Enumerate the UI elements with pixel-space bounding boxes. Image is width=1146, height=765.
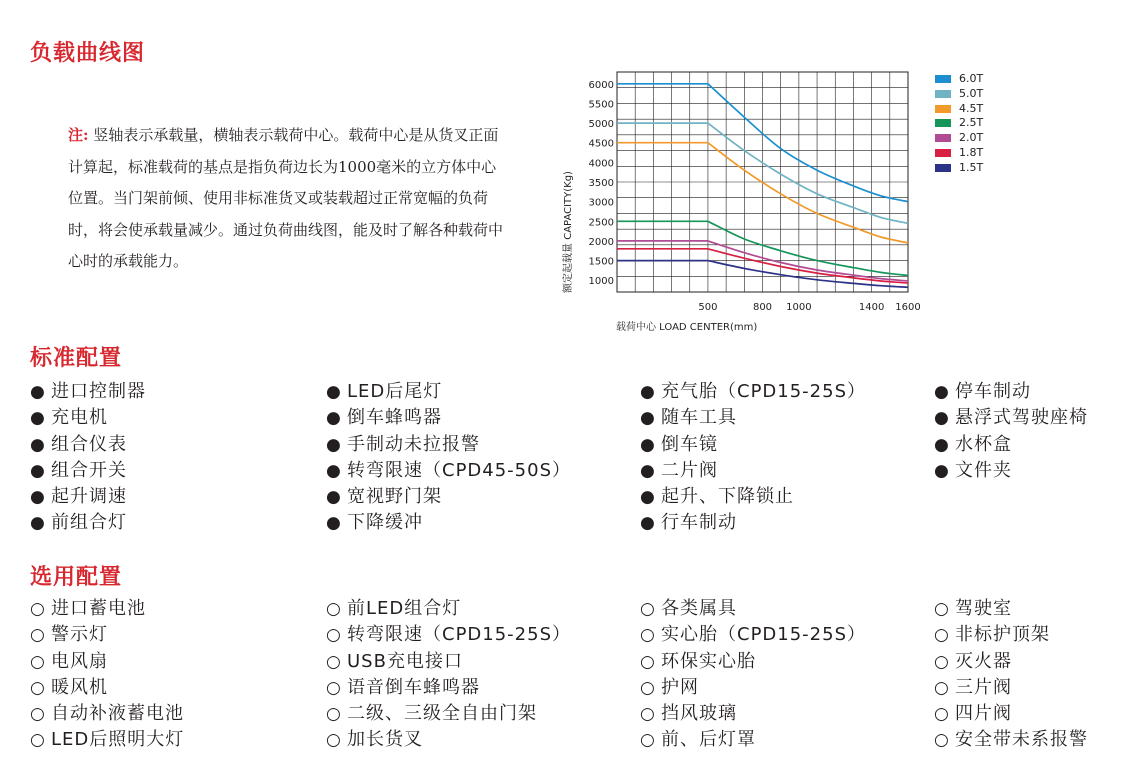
bullet-icon: ● [326, 382, 342, 402]
standard-config-item [326, 379, 571, 405]
standard-config-item-label: 下降缓冲 [347, 512, 423, 534]
optional-config-item [934, 596, 1088, 622]
optional-config-item [30, 596, 184, 622]
optional-config-item [934, 622, 1088, 648]
optional-config-col-4 [934, 596, 1088, 754]
optional-config-item-label: 环保实心胎 [661, 650, 756, 672]
standard-config-item-label: 悬浮式驾驶座椅 [955, 407, 1088, 429]
optional-config-col-2 [326, 596, 571, 754]
optional-config-item [640, 727, 866, 753]
y-tick-label: 1500 [588, 256, 614, 268]
y-tick-label: 4000 [588, 158, 614, 170]
bullet-icon: ○ [326, 677, 342, 698]
optional-config-item [326, 675, 571, 701]
bullet-icon: ○ [326, 599, 342, 619]
y-tick-label: 1000 [588, 276, 614, 288]
optional-config-item [326, 727, 571, 753]
optional-config-item [640, 701, 866, 727]
y-tick-label: 3000 [588, 197, 614, 209]
legend-entry [935, 102, 983, 117]
x-tick-label: 800 [752, 302, 773, 313]
optional-config-item [640, 596, 866, 622]
bullet-icon: ● [326, 460, 342, 481]
bullet-icon: ● [30, 408, 46, 429]
optional-config-item [30, 701, 184, 727]
standard-config-item-label: 进口控制器 [51, 381, 146, 402]
bullet-icon: ○ [934, 651, 950, 672]
x-tick-label: 500 [698, 302, 718, 313]
optional-config-item [30, 649, 184, 675]
standard-config-item-label: 倒车镜 [661, 433, 718, 455]
standard-config-item-label: 水杯盒 [955, 433, 1012, 455]
optional-config-item [934, 701, 1088, 727]
legend-label: 2.5T [959, 116, 984, 130]
y-tick-label: 2500 [588, 217, 614, 229]
bullet-icon: ○ [640, 730, 656, 751]
standard-config-item [326, 510, 571, 536]
bullet-icon: ○ [934, 625, 950, 646]
optional-config-item-label: 挡风玻璃 [661, 703, 737, 725]
standard-config-item [640, 405, 866, 431]
bullet-icon: ○ [326, 704, 342, 725]
optional-config-item-label: USB充电接口 [347, 650, 463, 672]
legend-entry [935, 72, 983, 87]
legend-entry [935, 161, 983, 176]
bullet-icon: ● [640, 408, 656, 429]
optional-config-item-label: 进口蓄电池 [51, 598, 146, 619]
bullet-icon: ○ [30, 677, 46, 698]
load-curve-chart [560, 64, 932, 340]
legend-label: 1.5T [959, 160, 984, 174]
standard-config-title: 标准配置 [30, 346, 123, 371]
x-axis-label: 载荷中心 LOAD CENTER(mm) [616, 322, 758, 333]
legend-swatch [935, 164, 951, 172]
bullet-icon: ● [934, 434, 950, 455]
standard-config-item [326, 484, 571, 510]
bullet-icon: ○ [30, 730, 46, 751]
load-curve-note [68, 120, 508, 278]
standard-config-item-label: 组合开关 [51, 459, 127, 481]
legend-swatch [935, 134, 951, 142]
optional-config-item-label: 四片阀 [955, 703, 1012, 725]
standard-config-item [30, 458, 146, 484]
bullet-icon: ○ [934, 677, 950, 698]
standard-config-item-label: 前组合灯 [51, 512, 127, 534]
standard-config-item [30, 510, 146, 536]
optional-config-item [326, 622, 571, 648]
note-label: 注: [68, 126, 89, 144]
standard-config-col-1 [30, 379, 146, 537]
optional-config-item [30, 675, 184, 701]
standard-config-item-label: 起升、下降锁止 [661, 486, 794, 508]
optional-config-item [30, 622, 184, 648]
optional-config-item-label: 前、后灯罩 [661, 729, 756, 751]
y-tick-label: 2000 [588, 236, 614, 248]
standard-config-item-label: 转弯限速（CPD45-50S） [347, 459, 572, 481]
legend-label: 6.0T [959, 72, 984, 85]
standard-config-item-label: 组合仪表 [51, 433, 127, 455]
bullet-icon: ○ [640, 625, 656, 646]
legend-swatch [935, 90, 951, 98]
load-curve-title: 负载曲线图 [30, 41, 146, 66]
legend-entry [935, 87, 983, 102]
x-tick-label: 1400 [858, 302, 885, 313]
optional-config-col-1 [30, 596, 184, 754]
standard-config-item-label: 充电机 [51, 407, 108, 429]
bullet-icon: ● [934, 460, 950, 481]
y-tick-label: 5500 [588, 99, 614, 111]
legend-swatch [935, 149, 951, 157]
bullet-icon: ● [640, 487, 656, 508]
optional-config-item-label: 加长货叉 [347, 729, 423, 751]
bullet-icon: ● [640, 434, 656, 455]
standard-config-item [326, 405, 571, 431]
standard-config-col-4 [934, 379, 1088, 484]
standard-config-item [640, 510, 866, 536]
standard-config-item-label: LED后尾灯 [347, 381, 443, 402]
standard-config-col-3 [640, 379, 866, 537]
standard-config-item-label: 宽视野门架 [347, 486, 442, 508]
y-tick-label: 4500 [588, 138, 614, 150]
x-tick-label: 1600 [895, 302, 921, 313]
optional-config-item [326, 649, 571, 675]
optional-config-item [640, 675, 866, 701]
optional-config-item-label: 非标护顶架 [955, 624, 1050, 646]
bullet-icon: ○ [640, 677, 656, 698]
optional-config-item [640, 622, 866, 648]
standard-config-item [30, 379, 146, 405]
optional-config-item-label: 前LED组合灯 [347, 598, 462, 619]
bullet-icon: ○ [30, 704, 46, 725]
optional-config-item-label: 电风扇 [51, 650, 108, 672]
standard-config-item [934, 405, 1088, 431]
standard-config-item-label: 手制动未拉报警 [347, 433, 480, 455]
optional-config-item-label: 护网 [661, 676, 699, 698]
x-tick-label: 1000 [786, 302, 812, 313]
bullet-icon: ● [30, 513, 46, 534]
optional-config-item-label: 警示灯 [51, 624, 108, 646]
optional-config-item [934, 649, 1088, 675]
standard-config-item [30, 432, 146, 458]
optional-config-item-label: 转弯限速（CPD15-25S） [347, 624, 572, 646]
bullet-icon: ● [30, 382, 46, 402]
y-tick-label: 6000 [588, 79, 614, 91]
bullet-icon: ○ [934, 730, 950, 751]
standard-config-item-label: 二片阀 [661, 459, 718, 481]
standard-config-item [640, 432, 866, 458]
bullet-icon: ○ [30, 651, 46, 672]
bullet-icon: ○ [640, 651, 656, 672]
bullet-icon: ● [326, 434, 342, 455]
standard-config-item-label: 倒车蜂鸣器 [347, 407, 442, 429]
optional-config-item [30, 727, 184, 753]
optional-config-item [326, 701, 571, 727]
bullet-icon: ○ [30, 599, 46, 619]
optional-config-item-label: 实心胎（CPD15-25S） [661, 624, 867, 646]
bullet-icon: ● [326, 487, 342, 508]
standard-config-item [30, 405, 146, 431]
legend-entry [935, 131, 983, 146]
bullet-icon: ○ [640, 704, 656, 725]
standard-config-item [934, 379, 1088, 405]
legend-swatch [935, 105, 951, 113]
optional-config-item-label: 驾驶室 [955, 598, 1012, 619]
legend-entry [935, 116, 983, 131]
standard-config-item [640, 379, 866, 405]
bullet-icon: ● [640, 460, 656, 481]
legend-label: 4.5T [959, 101, 984, 115]
y-axis-label: 额定起载量 CAPACITY(Kg) [563, 171, 574, 293]
bullet-icon: ● [934, 408, 950, 429]
optional-config-item-label: 各类属具 [661, 598, 737, 619]
legend-label: 5.0T [959, 86, 984, 100]
bullet-icon: ○ [934, 599, 950, 619]
standard-config-col-2 [326, 379, 571, 537]
bullet-icon: ○ [640, 599, 656, 619]
standard-config-item [640, 458, 866, 484]
standard-config-item-label: 随车工具 [661, 407, 737, 429]
optional-config-item-label: 三片阀 [955, 676, 1012, 698]
legend-label: 1.8T [959, 145, 984, 159]
optional-config-item [640, 649, 866, 675]
optional-config-col-3 [640, 596, 866, 754]
optional-config-item-label: 自动补液蓄电池 [51, 703, 184, 725]
optional-config-item [934, 727, 1088, 753]
bullet-icon: ● [640, 513, 656, 534]
standard-config-item [326, 432, 571, 458]
standard-config-item [640, 484, 866, 510]
chart-legend [935, 72, 983, 176]
standard-config-item-label: 起升调速 [51, 486, 127, 508]
standard-config-item-label: 文件夹 [955, 459, 1012, 481]
y-tick-label: 3500 [588, 178, 614, 189]
legend-swatch [935, 75, 951, 83]
optional-config-item-label: LED后照明大灯 [51, 729, 185, 751]
optional-config-item-label: 语音倒车蜂鸣器 [347, 676, 480, 698]
optional-config-item-label: 安全带未系报警 [955, 729, 1088, 751]
bullet-icon: ● [30, 460, 46, 481]
standard-config-item-label: 行车制动 [661, 512, 737, 534]
optional-config-item [326, 596, 571, 622]
bullet-icon: ○ [326, 625, 342, 646]
legend-label: 2.0T [959, 131, 984, 145]
bullet-icon: ● [30, 434, 46, 455]
bullet-icon: ○ [326, 651, 342, 672]
bullet-icon: ● [326, 513, 342, 534]
note-text: 竖轴表示承载量，横轴表示载荷中心。载荷中心是从货叉正面计算起，标准载荷的基点是指负荷边长为1000毫米的立方体中心位置。当门架前倾、使用非标准货叉或装载超过正常宽幅的负荷时，将会使承载量减少。通过负荷曲线图，能及时了解各种载荷中心时的承载能力。 [68, 126, 504, 270]
legend-swatch [935, 119, 951, 127]
chart-svg [560, 64, 932, 340]
bullet-icon: ○ [934, 704, 950, 725]
optional-config-item [934, 675, 1088, 701]
standard-config-item-label: 充气胎（CPD15-25S） [661, 381, 867, 402]
legend-entry [935, 146, 983, 161]
bullet-icon: ● [326, 408, 342, 429]
standard-config-item [934, 458, 1088, 484]
bullet-icon: ● [30, 487, 46, 508]
optional-config-title: 选用配置 [30, 565, 123, 590]
bullet-icon: ● [640, 382, 656, 402]
optional-config-item-label: 二级、三级全自由门架 [347, 703, 537, 725]
y-tick-label: 5000 [588, 119, 614, 131]
standard-config-item [30, 484, 146, 510]
optional-config-item-label: 暖风机 [51, 676, 108, 698]
bullet-icon: ○ [30, 625, 46, 646]
optional-config-item-label: 灭火器 [955, 650, 1012, 672]
bullet-icon: ● [934, 382, 950, 402]
standard-config-item [934, 432, 1088, 458]
standard-config-item [326, 458, 571, 484]
bullet-icon: ○ [326, 730, 342, 751]
standard-config-item-label: 停车制动 [955, 381, 1031, 402]
